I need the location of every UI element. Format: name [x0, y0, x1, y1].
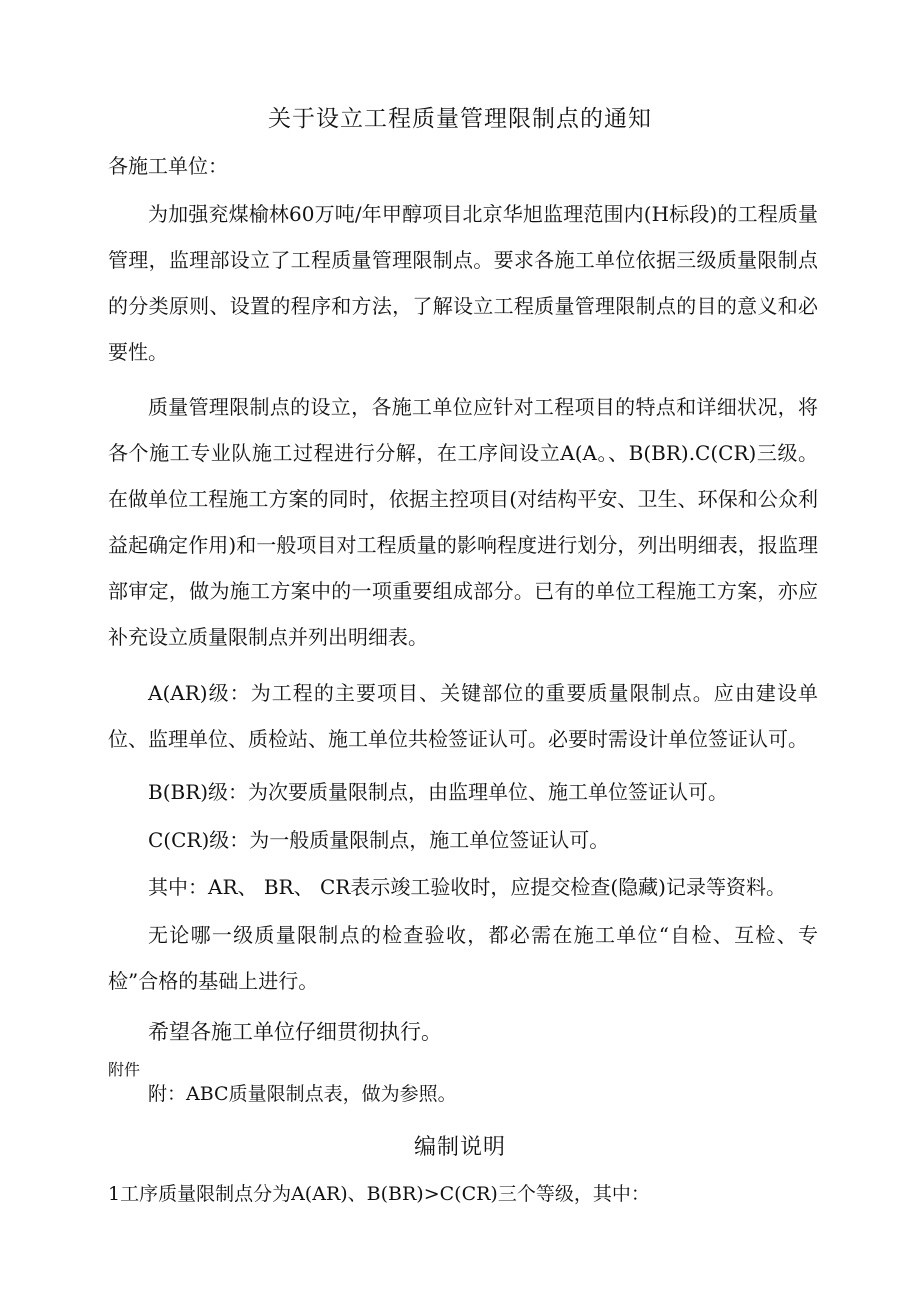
paragraph-level-b: B(BR)级：为次要质量限制点，由监理单位、施工单位签证认可。: [148, 780, 729, 804]
paragraph-level-a: A(AR)级：为工程的主要项目、关键部位的重要质量限制点。应由建设单位、监理单位、质检站、施工单位共检签证认可。必要时需设计单位签证认可。: [108, 681, 818, 751]
paragraph-completion-note: 其中：AR、 BR、 CR表示竣工验收时，应提交检查(隐藏)记录等资料。: [148, 875, 786, 899]
salutation: 各施工单位：: [108, 154, 228, 178]
section-first-line: 1工序质量限制点分为A(AR)、B(BR)>C(CR)三个等级，其中：: [108, 1183, 650, 1205]
attachment-text: 附：ABC质量限制点表，做为参照。: [148, 1083, 457, 1105]
paragraph-purpose: 为加强兖煤榆林60万吨/年甲醇项目北京华旭监理范围内(H标段)的工程质量管理，监理部设立了工程质量管理限制点。要求各施工单位依据三级质量限制点的分类原则、设置的程序和方法，了解设立工程质量管理限制点的目的意义和必要性。: [108, 202, 818, 364]
paragraph-inspection: 无论哪一级质量限制点的检查验收，都必需在施工单位“自检、互检、专检”合格的基础上进行。: [108, 923, 818, 993]
document-title: 关于设立工程质量管理限制点的通知: [268, 106, 652, 132]
paragraph-setup: 质量管理限制点的设立，各施工单位应针对工程项目的特点和详细状况，将各个施工专业队施工过程进行分解，在工序间设立A(A。、B(BR).C(CR)三级。在做单位工程施工方案的同时，依据主控项目(对结构平安、卫生、环保和公众利益起确定作用)和一般项目对工程质量的影响程度进行划分，列出明细表，报监理部审定，做为施工方案中的一项重要组成部分。已有的单位工程施工方案，亦应补充设立质量限制点并列出明细表。: [108, 395, 818, 649]
paragraph-level-c: C(CR)级：为一般质量限制点，施工单位签证认可。: [148, 828, 610, 852]
attachment-label: 附件: [108, 1060, 141, 1079]
closing-request: 希望各施工单位仔细贯彻执行。: [148, 1020, 442, 1044]
section-title: 编制说明: [413, 1135, 506, 1160]
